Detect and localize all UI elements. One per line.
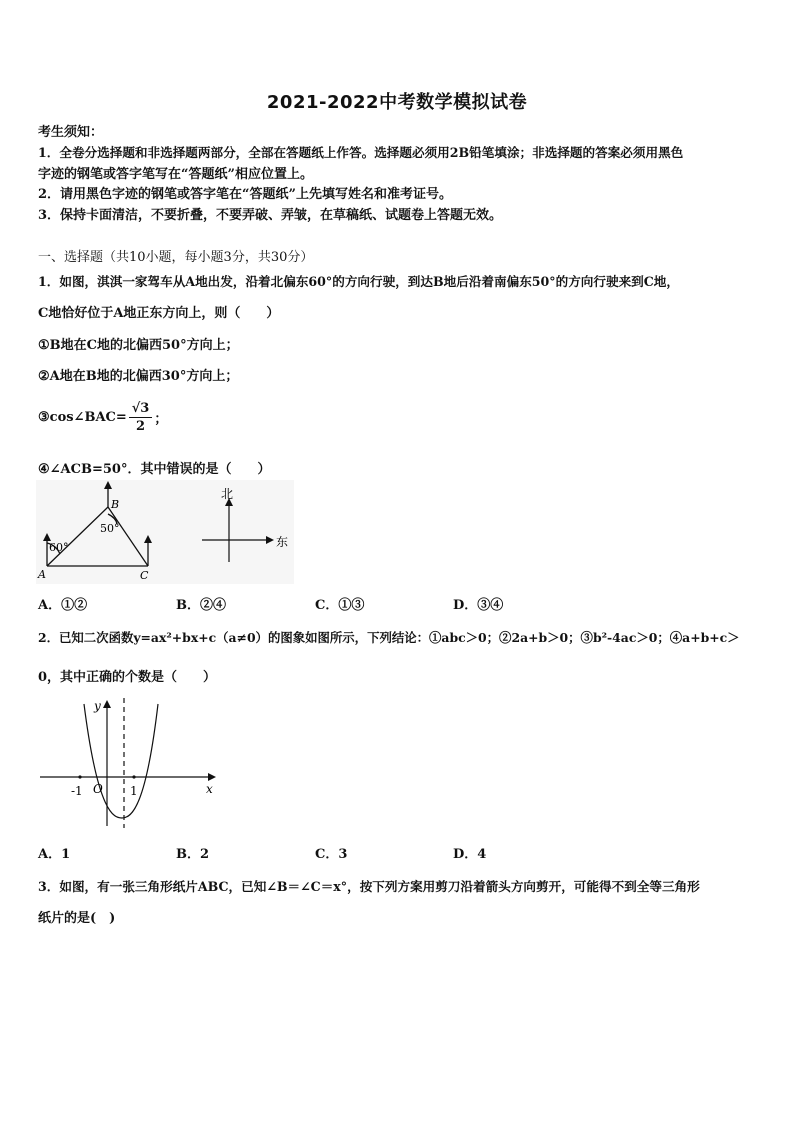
q2-axes: [40, 698, 212, 828]
section-heading: 一、选择题（共10小题，每小题3分，共30分）: [38, 250, 314, 265]
notice-line-1b: 字迹的钢笔或答字笔写在“答题纸”相应位置上。: [38, 167, 313, 182]
notice-line-3: 3．保持卡面清洁，不要折叠，不要弄破、弄皱，在草稿纸、试题卷上答题无效。: [38, 208, 503, 223]
y-axis-arrow-icon: [103, 700, 111, 708]
q1-s3-suffix: ；: [154, 412, 168, 427]
q1-option-b[interactable]: B．②④: [176, 598, 226, 613]
q2-stem-line2: 0，其中正确的个数是（ ）: [38, 670, 217, 685]
q2-origin-label: O: [93, 782, 103, 796]
q1-s3-numerator: √3: [129, 400, 153, 418]
notice-heading: 考生须知：: [38, 125, 104, 140]
q1-statement-2: ②A地在B地的北偏西30°方向上；: [38, 369, 239, 384]
q1-label-a: A: [38, 568, 46, 581]
q1-figure: [36, 480, 296, 584]
q2-tick-minus1: [78, 775, 81, 778]
q2-plus1-label: 1: [130, 784, 138, 798]
q2-option-c[interactable]: C．3: [315, 847, 348, 862]
q1-option-a[interactable]: A．①②: [38, 598, 88, 613]
q1-s3-fraction: [129, 400, 153, 435]
q2-minus1-label: -1: [71, 784, 83, 798]
q2-option-d[interactable]: D．4: [453, 847, 487, 862]
q1-north-label: 北: [221, 487, 234, 501]
q1-option-c[interactable]: C．①③: [315, 598, 365, 613]
q1-label-b: B: [111, 498, 120, 511]
q1-figure-bg: [36, 480, 294, 584]
q1-angle-50: 50°: [100, 522, 120, 535]
q1-label-c: C: [140, 569, 149, 582]
x-axis-arrow-icon: [208, 773, 216, 781]
q2-stem-line1: 2．已知二次函数y=ax²+bx+c（a≠0）的图象如图所示，下列结论：①abc＞0；②2a+b＞0；③b²-4ac＞0；④a+b+c＞: [38, 630, 740, 645]
q2-tick-plus1: [132, 775, 135, 778]
q1-s3-prefix: ③cos∠BAC=: [38, 410, 127, 425]
q2-x-label: x: [206, 782, 213, 796]
q1-angle-60: 60°: [49, 541, 69, 554]
notice-line-2: 2．请用黑色字迹的钢笔或答字笔在“答题纸”上先填写姓名和准考证号。: [38, 187, 453, 202]
q2-option-b[interactable]: B．2: [176, 847, 210, 862]
q1-stem-line1: 1．如图，淇淇一家驾车从A地出发，沿着北偏东60°的方向行驶，到达B地后沿着南偏东50°的方向行驶来到C地，: [38, 274, 679, 289]
q2-figure: [36, 694, 226, 834]
q1-statement-3: [38, 400, 167, 435]
q1-statement-1: ①B地在C地的北偏西50°方向上；: [38, 338, 239, 353]
q1-statement-4: ④∠ACB=50°．其中错误的是（ ）: [38, 462, 271, 477]
page-title: 2021-2022中考数学模拟试卷: [266, 92, 528, 113]
q2-option-a[interactable]: A．1: [38, 847, 71, 862]
q1-s3-denominator: 2: [136, 419, 146, 434]
q1-east-label: 东: [276, 535, 289, 549]
q2-y-label: y: [94, 699, 101, 713]
q3-stem-line1: 3．如图，有一张三角形纸片ABC，已知∠B＝∠C＝x°，按下列方案用剪刀沿着箭头方向剪开，可能得不到全等三角形: [38, 879, 700, 894]
notice-line-1a: 1．全卷分选择题和非选择题两部分，全部在答题纸上作答。选择题必须用2B铅笔填涂；非选择题的答案必须用黑色: [38, 145, 684, 160]
q1-option-d[interactable]: D．③④: [453, 598, 504, 613]
q3-stem-line2: 纸片的是( ): [38, 911, 116, 926]
q1-stem-line2: C地恰好位于A地正东方向上，则（ ）: [38, 306, 280, 321]
